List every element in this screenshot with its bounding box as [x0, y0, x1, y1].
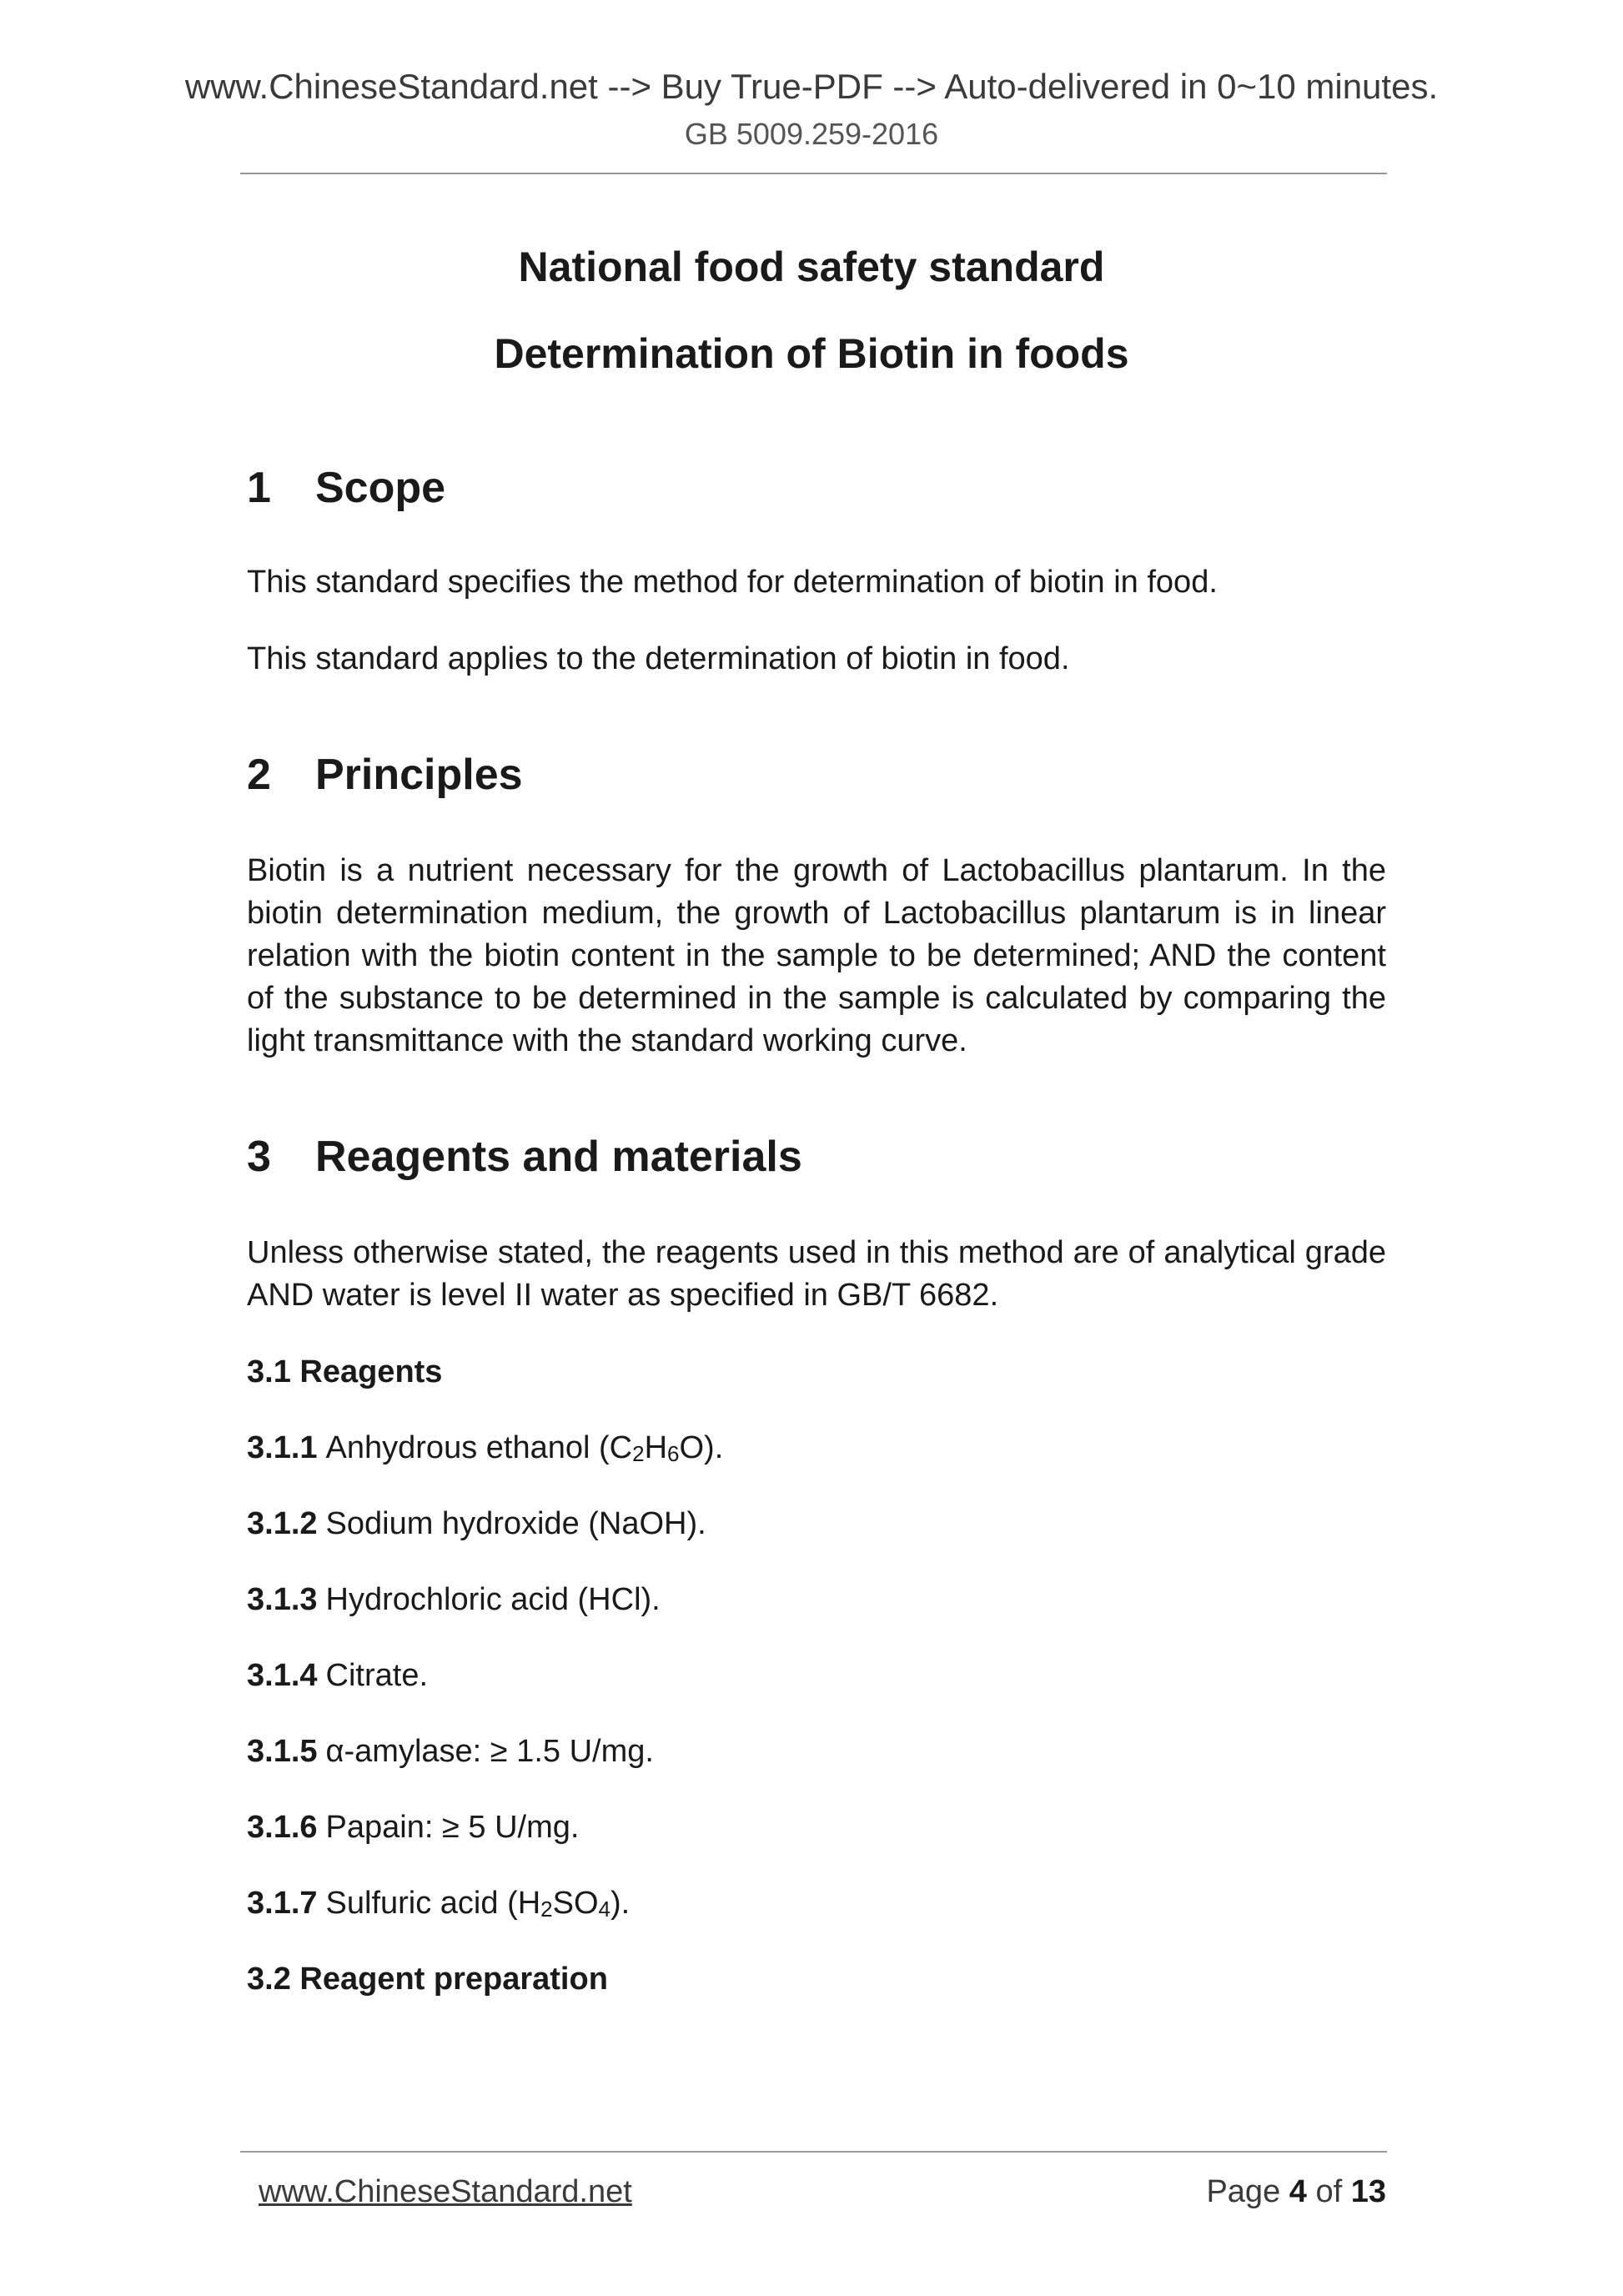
item-text: Sodium hydroxide (NaOH). [325, 1506, 706, 1541]
reagent-item [247, 1806, 579, 1849]
item-text: Hydrochloric acid (HCl). [325, 1582, 661, 1617]
footer-site-link[interactable]: www.ChineseStandard.net [259, 2174, 632, 2209]
subscript: 2 [540, 1897, 553, 1922]
reagent-item [247, 1731, 654, 1773]
principles-paragraph: Biotin is a nutrient necessary for the growth of Lactobacillus plantarum. In the biotin determination medium, the growth of Lactobacillus plantarum is in linear relation with the biotin content in the sample to be determined; AND the content of the substance to be determined in the sample is calculated by comparing the light transmittance with the standard working curve. [247, 853, 1386, 1058]
section-heading-principles [247, 747, 523, 802]
item-number: 3.1.5 [247, 1734, 318, 1769]
section-title: Reagents and materials [315, 1133, 802, 1181]
reagents-intro-paragraph: Unless otherwise stated, the reagents used in this method are of analytical grade AND water is level II water as specified in GB/T 6682. [247, 1235, 1386, 1313]
reagent-item [247, 1579, 661, 1621]
item-number: 3.1.7 [247, 1886, 318, 1921]
page-number [1206, 2171, 1386, 2213]
section-number: 3 [247, 1133, 271, 1181]
item-text: α-amylase: ≥ 1.5 U/mg. [325, 1734, 654, 1769]
scope-paragraph-1: This standard specifies the method for determination of biotin in food. [247, 565, 1218, 600]
subscript: 6 [667, 1441, 680, 1466]
reagent-item [247, 1882, 630, 1925]
reagent-item [247, 1655, 428, 1697]
standard-code: GB 5009.259-2016 [684, 117, 939, 151]
page-prefix: Page [1206, 2174, 1289, 2209]
subscript: 4 [598, 1897, 611, 1922]
document-title-line2: Determination of Biotin in foods [494, 330, 1129, 377]
item-number: 3.1.2 [247, 1506, 318, 1541]
scope-paragraph-2: This standard applies to the determination of biotin in food. [247, 641, 1070, 676]
subscript: 2 [632, 1441, 645, 1466]
footer-divider [240, 2151, 1387, 2153]
page-separator: of [1306, 2174, 1351, 2209]
item-text: ). [611, 1886, 631, 1921]
item-text: Papain: ≥ 5 U/mg. [325, 1810, 580, 1845]
header-divider [240, 173, 1387, 174]
reagent-item [247, 1503, 706, 1545]
section-number: 2 [247, 751, 271, 799]
page-total: 13 [1350, 2174, 1386, 2209]
section-heading-scope [247, 460, 445, 515]
header-banner: www.ChineseStandard.net --> Buy True-PDF --> Auto-delivered in 0~10 minutes. [184, 67, 1439, 106]
subsection-heading-reagent-preparation: 3.2 Reagent preparation [247, 1962, 608, 1997]
document-title-line1: National food safety standard [518, 244, 1105, 290]
item-text: Anhydrous ethanol (C [325, 1430, 633, 1465]
item-text: H [644, 1430, 668, 1465]
section-heading-reagents [247, 1129, 802, 1184]
item-text: Citrate. [325, 1658, 429, 1693]
item-text: O). [679, 1430, 724, 1465]
section-title: Scope [315, 464, 446, 512]
item-text: SO [552, 1886, 599, 1921]
section-number: 1 [247, 464, 271, 512]
reagent-item [247, 1427, 723, 1470]
item-number: 3.1.4 [247, 1658, 318, 1693]
item-text: Sulfuric acid (H [325, 1886, 541, 1921]
subsection-heading-reagents: 3.1 Reagents [247, 1354, 443, 1389]
item-number: 3.1.3 [247, 1582, 318, 1617]
item-number: 3.1.6 [247, 1810, 318, 1845]
page-current: 4 [1289, 2174, 1307, 2209]
item-number: 3.1.1 [247, 1430, 318, 1465]
section-title: Principles [315, 751, 523, 799]
